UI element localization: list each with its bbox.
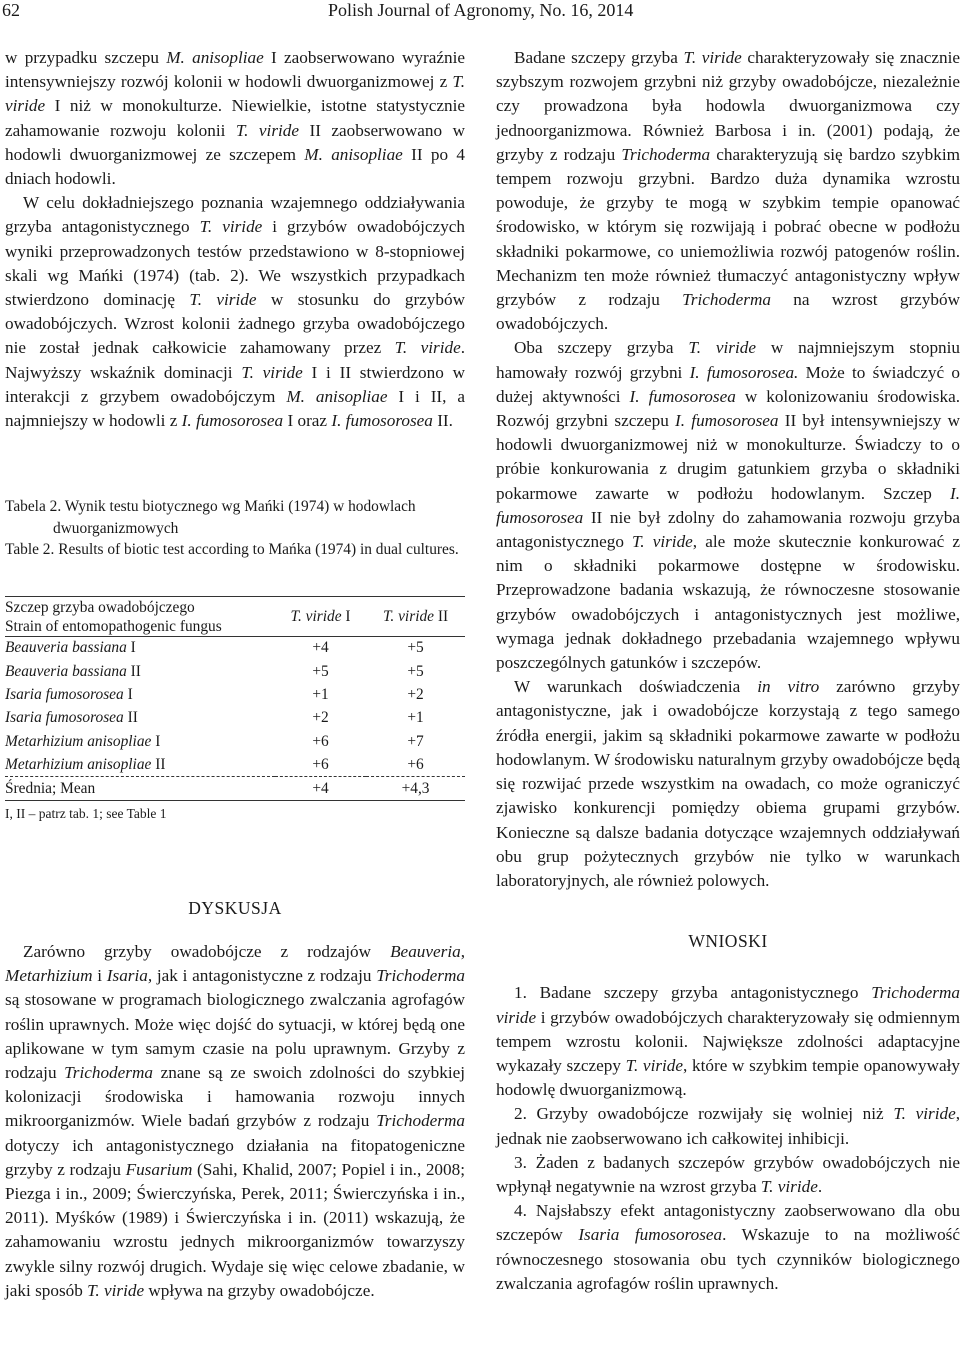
text-run: zarówno grzyby antagonistyczne, jak i owadobójcze korzystają z tego samego źródła energii, jakim są składniki pokarmowe zawarte w podłożu hodowlanym. W środowisku naturalnym grzyby owadobójcze będą się rozwijać przede wszystkim na owadach, co może ograniczyć zjawisko konkurencji pomiędzy obiema grupami grzybów. Konieczne są dalsze badania dotyczące wzajemnych oddziaływań obu grup pożytecznych grzybów nie tylko w warunkach laboratoryjnych, ale również polowych.	[496, 677, 960, 890]
text-run: I niż w monokulturze. Niewielkie, istotne statystycznie zahamowanie rozwoju kolonii	[5, 96, 465, 140]
text-run: jak i antagonistyczne z rodzaju	[152, 966, 377, 986]
table-caption-en: Table 2. Results of biotic test according to Mańka (1974) in dual cultures.	[5, 541, 459, 558]
paragraph	[5, 940, 465, 1303]
text-run: .	[817, 1176, 823, 1196]
paragraph	[5, 46, 465, 191]
italic-text: T. viride	[235, 120, 300, 140]
value-tv2: +5	[407, 639, 424, 657]
mean-tv1: +4	[312, 779, 329, 797]
italic-text: Isaria fumosorosea	[578, 1225, 723, 1245]
text-run: W warunkach doświadczenia	[514, 677, 758, 697]
species-name: Metarhizium anisopliae	[5, 732, 152, 750]
text-run: i grzybów owadobójczych wyniki przeprowadzonych testów przedstawiono w 8-stopniowej skali wg Mańki (1974) (tab. 2). We wszystkich przypadkach stwierdzono dominację	[5, 217, 466, 310]
italic-text: in vitro	[757, 677, 820, 697]
section-heading-wnioski: WNIOSKI	[688, 931, 768, 952]
italic-text: Trichoderma	[682, 290, 771, 310]
mean-row	[5, 777, 465, 800]
species-name: Metarhizium anisopliae	[5, 755, 152, 773]
results-table	[5, 596, 465, 801]
value-tv2: +5	[407, 662, 424, 680]
text-run: w najmniejszym stopniu hamowały rozwój grzybni	[496, 338, 960, 382]
col1-num: I	[341, 607, 351, 625]
italic-text: I. fumosorosea	[331, 411, 433, 431]
text-run: są stosowane w programach biologicznego zwalczania agrofagów roślin uprawnych. Może więc dojść do sytuacji, w której będą one aplikowane w tym samym czasie na polu uprawnym. Grzyby z rodzaju	[5, 990, 465, 1083]
text-run: 1. Badane szczepy grzyba antagonistycznego	[514, 983, 872, 1003]
italic-text: T. viride	[683, 48, 742, 67]
table-caption	[5, 496, 465, 561]
value-tv2: +2	[407, 685, 424, 703]
paragraph	[496, 336, 960, 675]
species-name: Isaria fumosorosea	[5, 685, 124, 703]
strain-cell	[5, 707, 275, 730]
italic-text: T. viride	[199, 217, 263, 237]
italic-text: T. viride	[632, 532, 693, 552]
value-tv2: +6	[407, 755, 424, 773]
conclusion-item	[496, 981, 960, 1102]
value-tv1: +2	[312, 709, 329, 727]
italic-text: Metarhizium	[5, 966, 93, 986]
strain-header-en: Strain of entomopathogenic fungus	[5, 617, 222, 635]
mean-label: Średnia; Mean	[5, 779, 96, 797]
value-tv1: +1	[312, 685, 329, 703]
table-row	[5, 637, 465, 660]
text-run: Oba szczepy grzyba	[514, 338, 689, 358]
right-column	[496, 46, 960, 1296]
strain-id: I	[151, 732, 161, 750]
text-run: I oraz	[283, 411, 332, 431]
text-run: I zaobserwowano wyraźnie intensywniejszy rozwój kolonii w hodowli dwuorganizmowej z	[5, 48, 465, 92]
text-run: I i II, a najmniejszy w hodowli z	[5, 386, 465, 431]
strain-header	[5, 597, 275, 637]
italic-text: M. anisopliae	[286, 386, 388, 406]
table-row	[5, 660, 465, 683]
italic-text: M. anisopliae	[166, 48, 264, 67]
text-run: Może to świadczyć o dużej aktywności	[496, 362, 960, 406]
text-run: i	[92, 966, 107, 986]
left-column-bottom	[5, 940, 465, 1303]
col1-species: T. viride	[290, 607, 342, 625]
text-run: II.	[432, 411, 453, 431]
species-name: Isaria fumosorosea	[5, 709, 124, 727]
section-heading-dyskusja: DYSKUSJA	[188, 898, 282, 918]
italic-text: Isaria,	[106, 966, 153, 986]
species-name: Beauveria bassiana	[5, 662, 127, 680]
mean-tv2: +4,3	[401, 779, 430, 797]
text-run: w stosunku do grzybów owadobójczych. Wzrost kolonii żadnego grzyba owadobójczego nie został jednak całkowicie zahamowany przez	[5, 290, 465, 358]
journal-title: Polish Journal of Agronomy, No. 16, 2014	[328, 0, 634, 20]
text-run: II był intensywniejszy w hodowli dwuorganizmowej niż w monokulturze. Świadczy to o próbie konkurowania z drugim gatunkiem grzyba o składniki pokarmowe zawarte w podłożu hodowlanym. Szczep	[496, 411, 960, 503]
italic-text: T. viride	[688, 338, 756, 358]
italic-text: T. viride	[625, 1055, 684, 1075]
table-row	[5, 730, 465, 753]
paragraph	[496, 46, 960, 336]
strain-header-pl: Szczep grzyba owadobójczego	[5, 598, 195, 616]
text-run: , które w szybkim tempie opanowywały hodowlę dwuorganizmową.	[496, 1055, 960, 1100]
italic-text: Fusarium	[125, 1159, 193, 1179]
italic-text: I. fumosorosea	[675, 411, 779, 431]
value-tv2: +7	[407, 732, 424, 750]
strain-cell	[5, 753, 275, 776]
text-run: , jednak nie zaobserwowano ich całkowitej inhibicji.	[496, 1104, 960, 1148]
page-header	[0, 0, 960, 26]
strain-id: II	[126, 662, 141, 680]
text-run: Zarówno grzyby owadobójcze z rodzajów	[23, 942, 391, 961]
text-run: II nie był zdolny do zahamowania rozwoju grzyba antagonistycznego	[496, 507, 960, 552]
text-run: . Najwyższy wskaźnik dominacji	[5, 338, 466, 382]
italic-text: Trichoderma	[376, 1111, 465, 1131]
text-run: 4. Najsłabszy efekt antagonistyczny zaobserwowano dla obu szczepów	[496, 1201, 960, 1245]
italic-text: T. viride	[189, 290, 257, 310]
italic-text: I. fumosorosea	[496, 483, 960, 527]
italic-text: T. viride	[5, 72, 465, 116]
strain-cell	[5, 730, 275, 753]
text-run: , ale może skutecznie konkurować z nim o składniki pokarmowe dostępne w środowisku. Przeprowadzone badania wskazują, że równoczesne stosowanie grzybów owadobójczych i antagonistycznych jest możliwe, wymaga jednak dokładnego przebadania wzajemnego wpływu poszczególnych gatunków i szczepów.	[496, 532, 960, 673]
text-run: 2. Grzyby owadobójcze rozwijały się wolniej niż	[514, 1104, 894, 1124]
paragraph	[496, 675, 960, 893]
italic-text: M. anisopliae	[304, 144, 403, 164]
value-tv1: +4	[312, 639, 329, 657]
value-tv2: +1	[407, 709, 424, 727]
conclusion-item	[496, 1102, 960, 1150]
page-number: 62	[2, 0, 20, 20]
table-caption-pl: Tabela 2. Wynik testu biotycznego wg Mańki (1974) w hodowlach dwuorganizmowych	[5, 498, 416, 537]
italic-text: I. fumosorosea	[181, 411, 284, 431]
text-run: wpływa na grzyby owadobójcze.	[144, 1280, 375, 1300]
value-tv1: +5	[312, 662, 329, 680]
table-row	[5, 753, 465, 776]
text-run: I i II stwierdzono w interakcji z grzybem owadobójczym	[5, 362, 466, 406]
value-tv1: +6	[312, 732, 329, 750]
species-name: Beauveria bassiana	[5, 639, 127, 657]
italic-text: Trichoderma viride	[496, 983, 960, 1027]
strain-cell	[5, 637, 275, 660]
italic-text: I. fumosorosea.	[689, 362, 799, 382]
text-run: charakteryzowały się znacznie szybszym rozwojem grzybni niż grzyby owadobójcze, niezależnie czy prowadzona była hodowla dwuorganizmowa czy jednoorganizmowa. Również Barbosa i in. (2001) podają, że grzyby z rodzaju	[496, 48, 960, 164]
italic-text: Trichoderma	[621, 144, 711, 164]
text-run: W celu dokładniejszego poznania wzajemnego oddziaływania grzyba antagonistycznego	[5, 193, 465, 237]
table-row	[5, 707, 465, 730]
col-header-tv2	[366, 597, 465, 637]
conclusions-list	[496, 981, 960, 1296]
strain-cell	[5, 660, 275, 683]
text-run: Badane szczepy grzyba	[514, 48, 684, 67]
strain-id: I	[123, 685, 133, 703]
col2-num: II	[434, 607, 449, 625]
italic-text: T. viride	[87, 1280, 145, 1300]
strain-id: II	[123, 709, 138, 727]
italic-text: T. viride	[241, 362, 303, 382]
text-run: charakteryzują się bardzo szybkim tempem rozwoju grzybni. Bardzo duża dynamika wzrostu powoduje, że grzyby te mogą w szybkim tempie opanować środowisko, w którym się rozwijają i pobrać obecne w podłożu składniki pokarmowe, co uniemożliwia rozwój patogenów roślin. Mechanizm ten może również tłumaczyć antagonistyczny wpływ grzybów z rodzaju	[496, 144, 960, 310]
paragraph	[5, 191, 465, 433]
italic-text: T. viride	[760, 1176, 818, 1196]
conclusion-item	[496, 1151, 960, 1199]
text-run: . Wskazuje to na możliwość równoczesnego stosowania obu tych czynników biologicznego zwalczania agrofagów roślin uprawnych.	[496, 1225, 960, 1293]
text-run: dotyczy ich antagonistycznego działania na fitopatogeniczne grzyby z rodzaju	[5, 1135, 465, 1179]
text-run: na wzrost grzybów owadobójczych.	[496, 290, 960, 334]
text-run: ,	[460, 942, 465, 961]
col-header-tv1	[275, 597, 366, 637]
italic-text: Beauveria	[390, 942, 461, 961]
text-run: i grzybów owadobójczych charakteryzowały się odmiennym tempem wzrostu kolonii. Największe zdolności adaptacyjne wykazały szczepy	[496, 1007, 960, 1075]
value-tv1: +6	[312, 755, 329, 773]
italic-text: T. viride	[893, 1104, 956, 1124]
italic-text: Trichoderma	[64, 1063, 153, 1083]
table-header-row	[5, 597, 465, 637]
strain-id: I	[126, 639, 136, 657]
text-run: w przypadku szczepu	[5, 48, 167, 67]
table-note: I, II – patrz tab. 1; see Table 1	[5, 806, 167, 821]
text-run: znane są ze swoich zdolności do szybkiej kolonizacji środowiska i hamowania rozwoju innych mikroorganizmów. Wiele badań grzybów z rodzaju	[5, 1063, 465, 1131]
italic-text: Trichoderma	[376, 966, 465, 986]
text-run: (Sahi, Khalid, 2007; Popiel i in., 2008; Piezga i in., 2009; Świerczyńska, Perek, 2011; Świerczyńska i in., 2011). Myśków (1989) i Świerczyńska i in. (2011) wskazują, że zahamowaniu wzrostu jednych mikroorganizmów towarzyszy zwykle silny rozwój drugich. Wydaje się więc celowe zbadanie, w jaki sposób	[5, 1159, 465, 1300]
strain-cell	[5, 683, 275, 706]
italic-text: T. viride	[394, 338, 461, 358]
table-row	[5, 683, 465, 706]
text-run: II po 4 dniach hodowli.	[5, 144, 465, 189]
conclusion-item	[496, 1199, 960, 1296]
strain-id: II	[151, 755, 166, 773]
left-column-top	[5, 46, 465, 433]
text-run: w kolonizowaniu środowiska. Rozwój grzybni szczepu	[496, 386, 960, 431]
col2-species: T. viride	[382, 607, 434, 625]
text-run: II zaobserwowano w hodowli dwuorganizmowej ze szczepem	[5, 120, 465, 164]
text-run: 3. Żaden z badanych szczepów grzybów owadobójczych nie wpłynął negatywnie na wzrost grzyba	[496, 1152, 960, 1196]
italic-text: I. fumosorosea	[629, 386, 736, 406]
